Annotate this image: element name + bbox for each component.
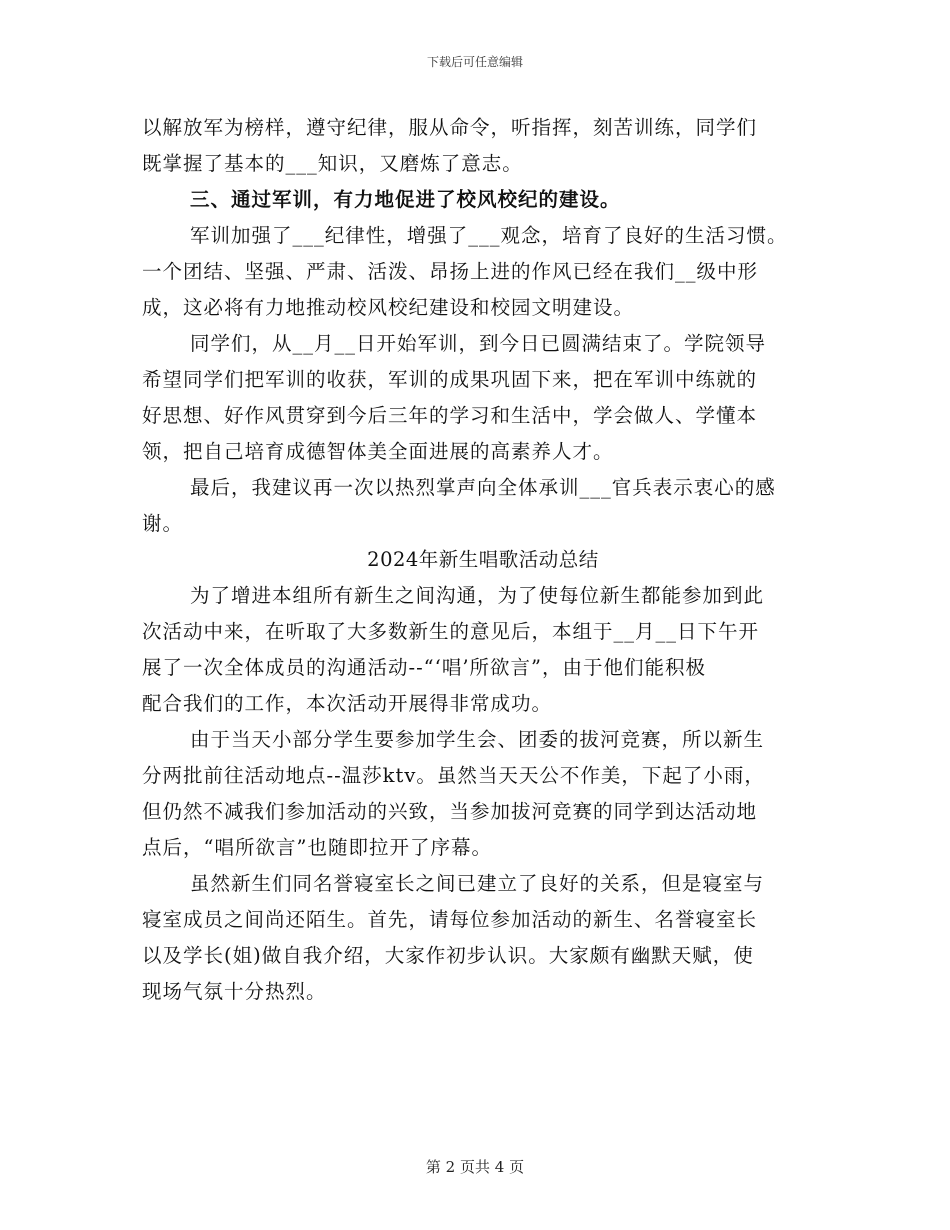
paragraph-line: 为了增进本组所有新生之间沟通，为了使每位新生都能参加到此: [190, 584, 765, 607]
page-footer: 第 2 页共 4 页: [425, 1158, 525, 1176]
section-heading: 三、通过军训，有力地促进了校风校纪的建设。: [190, 188, 621, 211]
paragraph-line: 军训加强了___纪律性，增强了___观念，培育了良好的生活习惯。: [190, 224, 788, 247]
paragraph-line: 配合我们的工作，本次活动开展得非常成功。: [142, 692, 553, 715]
paragraph-line: 但仍然不减我们参加活动的兴致，当参加拔河竞赛的同学到达活动地: [142, 800, 758, 823]
paragraph-line: 展了一次全体成员的沟通活动--“‘唱’所欲言”，由于他们能积极: [142, 656, 707, 679]
paragraph-line: 由于当天小部分学生要参加学生会、团委的拔河竞赛，所以新生: [190, 728, 765, 751]
paragraph-line: 一个团结、坚强、严肃、活泼、昂扬上进的作风已经在我们__级中形: [142, 260, 759, 283]
document-body: [142, 110, 810, 1010]
paragraph-line: 分两批前往活动地点--温莎ktv。虽然当天天公不作美，下起了小雨，: [142, 764, 765, 787]
paragraph-line: 以及学长(姐)做自我介绍，大家作初步认识。大家颇有幽默天赋，使: [142, 944, 754, 967]
paragraph-line: 谢。: [142, 512, 184, 535]
page-header-note: 下载后可任意编辑: [426, 55, 523, 69]
paragraph-line: 希望同学们把军训的收获，军训的成果巩固下来，把在军训中练就的: [142, 368, 758, 391]
paragraph-line: 好思想、好作风贯穿到今后三年的学习和生活中，学会做人、学懂本: [142, 404, 758, 427]
military-training-section: [142, 110, 810, 542]
paragraph-line: 最后，我建议再一次以热烈掌声向全体承训___官兵表示衷心的感: [190, 476, 776, 499]
paragraph-line: 同学们，从__月__日开始军训，到今日已圆满结束了。学院领导: [190, 332, 767, 355]
paragraph-line: 现场气氛十分热烈。: [142, 980, 327, 1003]
singing-activity-section: [142, 578, 810, 1010]
paragraph-line: 次活动中来，在听取了大多数新生的意见后，本组于__月__日下午开: [142, 620, 760, 643]
paragraph-line: 寝室成员之间尚还陌生。首先，请每位参加活动的新生、名誉寝室长: [142, 908, 758, 931]
paragraph-line: 点后，“唱所欲言”也随即拉开了序幕。: [142, 836, 492, 859]
paragraph-line: 虽然新生们同名誉寝室长之间已建立了良好的关系，但是寝室与: [190, 872, 765, 895]
paragraph-line: 以解放军为榜样，遵守纪律，服从命令，听指挥，刻苦训练，同学们: [142, 116, 758, 139]
paragraph-line: 成，这必将有力地推动校风校纪建设和校园文明建设。: [142, 296, 635, 319]
paragraph-line: 领，把自己培育成德智体美全面进展的高素养人才。: [142, 440, 614, 463]
section-title: 2024年新生唱歌活动总结: [367, 548, 599, 571]
paragraph-line: 既掌握了基本的___知识，又磨炼了意志。: [142, 152, 523, 175]
